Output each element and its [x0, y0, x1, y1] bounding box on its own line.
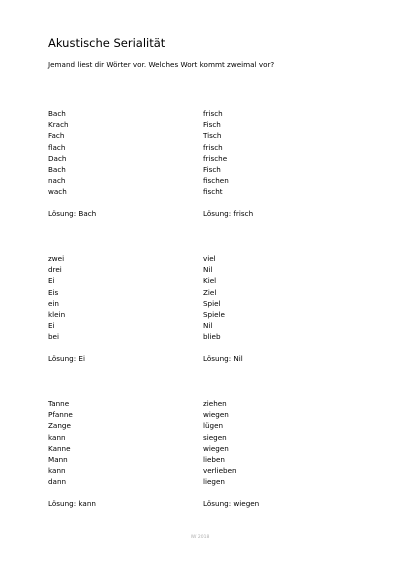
word-item: Mann	[48, 454, 68, 464]
right-word-list	[203, 253, 353, 343]
word-item: frische	[203, 153, 228, 163]
word-item: Tanne	[48, 399, 70, 408]
word-item: Eis	[48, 287, 59, 297]
right-solution: Lösung: frisch	[203, 209, 254, 218]
word-item: lügen	[203, 421, 224, 431]
word-item: verlieben	[203, 466, 237, 476]
left-word-list	[48, 108, 198, 198]
word-item: wach	[48, 187, 67, 197]
right-word-list	[203, 398, 353, 488]
word-item: fischen	[203, 176, 229, 186]
word-item: siegen	[203, 432, 227, 442]
word-item: Bach	[48, 109, 66, 118]
word-item: Kiel	[203, 276, 217, 286]
left-solution: Lösung: Ei	[48, 354, 85, 363]
word-item: Spiel	[203, 298, 221, 308]
word-item: nach	[48, 176, 66, 186]
instruction-text: Jemand liest dir Wörter vor. Welches Wort kommt zweimal vor?	[48, 60, 275, 69]
word-item: kann	[48, 432, 66, 442]
word-item: fischt	[203, 187, 223, 197]
word-item: wiegen	[203, 443, 229, 453]
word-item: klein	[48, 309, 66, 319]
word-item: liegen	[203, 477, 225, 487]
word-item: Zange	[48, 421, 71, 431]
word-item: viel	[203, 254, 216, 263]
word-item: drei	[48, 265, 62, 275]
word-item: Bach	[48, 164, 66, 174]
word-item: Tisch	[203, 131, 222, 141]
page-footer: IW 2018	[190, 535, 210, 540]
word-item: Fach	[48, 131, 65, 141]
word-item: blieb	[203, 332, 221, 342]
page-title: Akustische Serialität	[48, 36, 166, 50]
word-item: Dach	[48, 153, 67, 163]
word-item: Ei	[48, 321, 55, 331]
word-item: frisch	[203, 109, 223, 118]
word-item: wiegen	[203, 410, 229, 420]
word-item: Fisch	[203, 120, 221, 130]
word-item: Ziel	[203, 287, 217, 297]
right-solution: Lösung: wiegen	[203, 499, 260, 508]
word-item: Spiele	[203, 309, 225, 319]
word-item: flach	[48, 142, 66, 152]
word-item: Nil	[203, 265, 213, 275]
right-solution: Lösung: Nil	[203, 354, 243, 363]
word-item: zwei	[48, 254, 65, 263]
word-item: ein	[48, 298, 59, 308]
word-item: ziehen	[203, 399, 227, 408]
word-item: Krach	[48, 120, 69, 130]
word-item: Pfanne	[48, 410, 73, 420]
left-solution: Lösung: Bach	[48, 209, 97, 218]
word-item: frisch	[203, 142, 223, 152]
word-item: lieben	[203, 454, 225, 464]
word-item: dann	[48, 477, 67, 487]
word-item: Nil	[203, 321, 213, 331]
left-word-list	[48, 253, 198, 343]
word-item: Fisch	[203, 164, 221, 174]
word-item: Ei	[48, 276, 55, 286]
word-item: kann	[48, 466, 66, 476]
word-item: bei	[48, 332, 59, 342]
left-solution: Lösung: kann	[48, 499, 96, 508]
word-item: Kanne	[48, 443, 71, 453]
left-word-list	[48, 398, 198, 488]
right-word-list	[203, 108, 353, 198]
